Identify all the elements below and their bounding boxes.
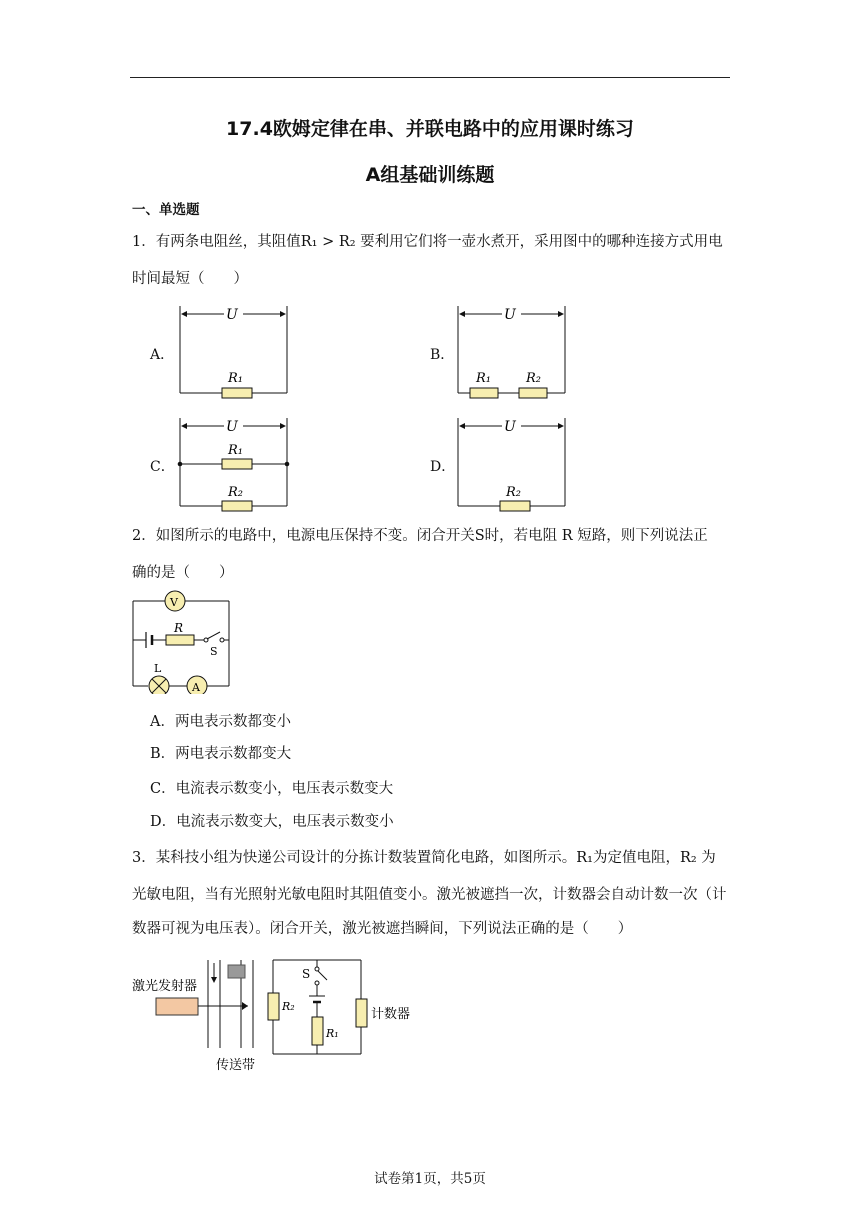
page-title: 17.4欧姆定律在串、并联电路中的应用课时练习 bbox=[226, 118, 634, 140]
q1a-resistor-label: R₁ bbox=[228, 371, 243, 386]
header-rule bbox=[130, 77, 730, 78]
q3-stem-line3: 数器可视为电压表）。闭合开关，激光被遮挡瞬间，下列说法正确的是（ ） bbox=[132, 921, 633, 937]
q2-stem-line2: 确的是（ ） bbox=[132, 565, 234, 581]
q2-option-b: B．两电表示数都变大 bbox=[150, 746, 292, 762]
q2-lamp-label: L bbox=[154, 662, 162, 675]
q1-circuit-a bbox=[170, 302, 300, 402]
q2-option-c: C．电流表示数变小，电压表示数变大 bbox=[150, 781, 394, 797]
q3-r1-label: R₁ bbox=[326, 1027, 339, 1040]
q1c-r1-label: R₁ bbox=[228, 443, 243, 458]
q1-option-c-letter: C． bbox=[150, 459, 175, 475]
q1b-r1-label: R₁ bbox=[476, 371, 491, 386]
q3-circuit bbox=[128, 955, 428, 1075]
q1b-r2-label: R₂ bbox=[526, 371, 541, 386]
q3-stem-line2: 光敏电阻，当有光照射光敏电阻时其阻值变小。激光被遮挡一次，计数器会自动计数一次（计 bbox=[132, 887, 727, 903]
q1-option-a-letter: A． bbox=[150, 347, 175, 363]
q1d-voltage-label: U bbox=[504, 419, 516, 435]
q1-circuit-c bbox=[170, 414, 300, 514]
q2-ammeter-label: A bbox=[192, 681, 200, 694]
q1-option-d-letter: D． bbox=[430, 459, 456, 475]
q3-r2-label: R₂ bbox=[282, 1000, 295, 1013]
q1-option-b-letter: B． bbox=[430, 347, 455, 363]
q1c-r2-label: R₂ bbox=[228, 485, 243, 500]
q1-stem-line2: 时间最短（ ） bbox=[132, 271, 248, 287]
q2-circuit bbox=[128, 588, 238, 694]
q1-circuit-d bbox=[448, 414, 578, 514]
q2-switch-label: S bbox=[210, 645, 218, 658]
page-subtitle: A组基础训练题 bbox=[365, 164, 495, 186]
q2-option-a: A．两电表示数都变小 bbox=[150, 714, 291, 730]
q3-stem-line1: 3．某科技小组为快递公司设计的分拣计数装置简化电路，如图所示。R₁为定值电阻，R₂ 为 bbox=[132, 850, 716, 866]
q1a-voltage-label: U bbox=[226, 307, 238, 323]
q2-voltmeter-label: V bbox=[170, 596, 178, 609]
q3-switch-label: S bbox=[302, 967, 311, 981]
q3-belt-label: 传送带 bbox=[216, 1058, 256, 1073]
q1d-r2-label: R₂ bbox=[506, 485, 521, 500]
q3-counter-label: 计数器 bbox=[371, 1007, 411, 1022]
q2-resistor-label: R bbox=[174, 621, 184, 635]
q3-emitter-label: 激光发射器 bbox=[132, 979, 198, 994]
q1c-voltage-label: U bbox=[226, 419, 238, 435]
section-heading: 一、单选题 bbox=[132, 202, 200, 218]
q1-stem-line1: 1．有两条电阻丝，其阻值R₁ > R₂ 要利用它们将一壶水煮开，采用图中的哪种连接方式用电 bbox=[132, 234, 723, 250]
q2-stem-line1: 2．如图所示的电路中，电源电压保持不变。闭合开关S时，若电阻 R 短路，则下列说法正 bbox=[132, 528, 708, 544]
q1-circuit-b bbox=[448, 302, 578, 402]
q2-option-d: D．电流表示数变大，电压表示数变小 bbox=[150, 814, 394, 830]
page-footer: 试卷第1页，共5页 bbox=[374, 1171, 486, 1187]
q1b-voltage-label: U bbox=[504, 307, 516, 323]
